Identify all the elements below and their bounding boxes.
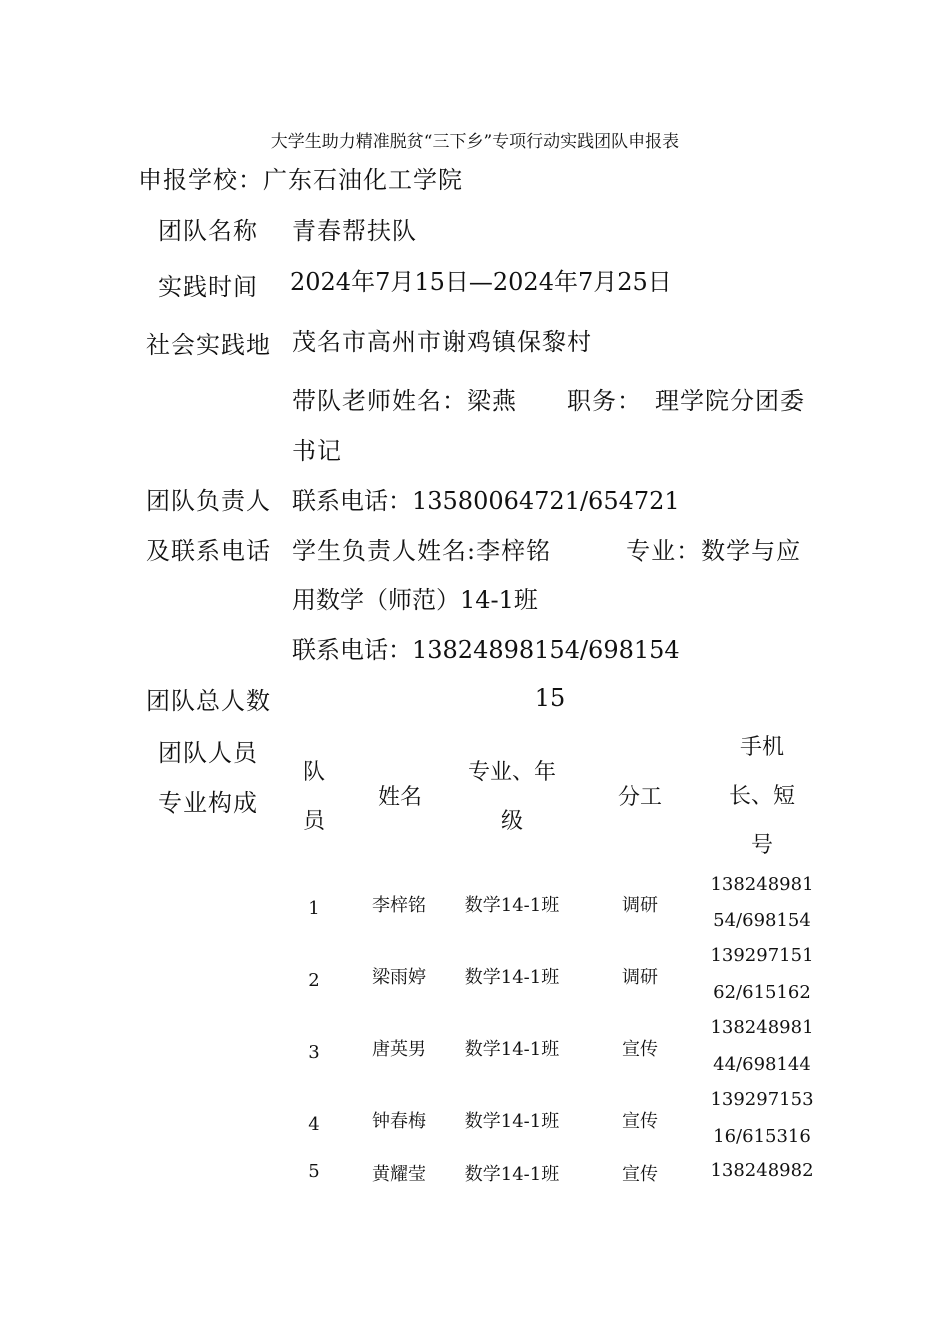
leader-label-line-1: 团队负责人: [146, 487, 271, 515]
row-5-phone-line-1: 138248982: [710, 1160, 814, 1181]
row-1-no: 1: [308, 898, 320, 919]
leader-label-line-2: 及联系电话: [146, 537, 271, 565]
row-5-no: 5: [308, 1161, 320, 1182]
team-name-label: 团队名称: [158, 217, 258, 245]
row-5-major: 数学14-1班: [464, 1164, 560, 1185]
members-label-line-2: 专业构成: [158, 789, 258, 817]
teacher-line-1: 带队老师姓名：梁燕 职务： 理学院分团委: [292, 387, 805, 415]
teacher-phone: 联系电话：13580064721/654721: [292, 487, 680, 515]
header-member-line-1: 队: [302, 760, 325, 785]
student-line-1: 学生负责人姓名:李梓铭 专业：数学与应: [292, 537, 802, 565]
header-name: 姓名: [377, 785, 422, 810]
header-major: [450, 748, 574, 846]
school-value: 广东石油化工学院: [263, 166, 463, 194]
row-5-role: 宣传: [622, 1164, 658, 1185]
row-3-name: 唐英男: [372, 1039, 426, 1060]
row-4-no: 4: [308, 1114, 320, 1135]
school-label: 申报学校：: [138, 166, 263, 194]
row-3-phone-line-1: 138248981: [710, 1017, 814, 1038]
teacher-line-2: 书记: [292, 437, 342, 465]
total-label: 团队总人数: [146, 687, 271, 715]
header-member-line-2: 员: [302, 809, 325, 834]
row-2-phone-line-2: 62/615162: [713, 982, 811, 1003]
row-1-phone-line-2: 54/698154: [713, 910, 811, 931]
members-label-line-1: 团队人员: [158, 739, 258, 767]
header-phone-line-1: 手机: [739, 735, 784, 760]
practice-time-label: 实践时间: [158, 273, 258, 301]
location-value: 茂名市高州市谢鸡镇保黎村: [292, 328, 592, 356]
row-3-major: 数学14-1班: [464, 1039, 560, 1060]
total-value: 15: [534, 684, 566, 712]
row-2-phone-line-1: 139297151: [710, 945, 814, 966]
header-phone-line-3: 号: [750, 833, 773, 858]
row-1-name: 李梓铭: [372, 895, 426, 916]
header-role: 分工: [617, 785, 662, 810]
row-3-role: 宣传: [622, 1039, 658, 1060]
row-4-role: 宣传: [622, 1111, 658, 1132]
row-1-phone-line-1: 138248981: [710, 874, 814, 895]
location-label: 社会实践地: [146, 331, 271, 359]
header-phone-line-2: 长、短: [728, 784, 795, 809]
team-name-value: 青春帮扶队: [292, 217, 417, 245]
header-major-line-2: 级: [500, 809, 523, 834]
row-4-name: 钟春梅: [372, 1111, 426, 1132]
row-3-phone-line-2: 44/698144: [713, 1054, 811, 1075]
student-line-2: 用数学（师范）14-1班: [292, 586, 538, 614]
row-2-name: 梁雨婷: [372, 967, 426, 988]
row-2-no: 2: [308, 970, 320, 991]
student-phone: 联系电话：13824898154/698154: [292, 636, 680, 664]
row-1-role: 调研: [622, 895, 658, 916]
row-5-name: 黄耀莹: [372, 1164, 426, 1185]
document-title: 大学生助力精准脱贫“三下乡”专项行动实践团队申报表: [270, 132, 680, 152]
row-3-no: 3: [308, 1042, 320, 1063]
row-2-major: 数学14-1班: [464, 967, 560, 988]
row-1-major: 数学14-1班: [464, 895, 560, 916]
row-2-role: 调研: [622, 967, 658, 988]
practice-time-value: 2024年7月15日—2024年7月25日: [290, 268, 672, 296]
row-4-major: 数学14-1班: [464, 1111, 560, 1132]
header-member: [294, 748, 334, 846]
header-major-line-1: 专业、年: [467, 760, 556, 785]
row-4-phone-line-2: 16/615316: [713, 1126, 811, 1147]
header-phone: [712, 723, 812, 870]
row-4-phone-line-1: 139297153: [710, 1089, 814, 1110]
school-row: [138, 160, 463, 195]
